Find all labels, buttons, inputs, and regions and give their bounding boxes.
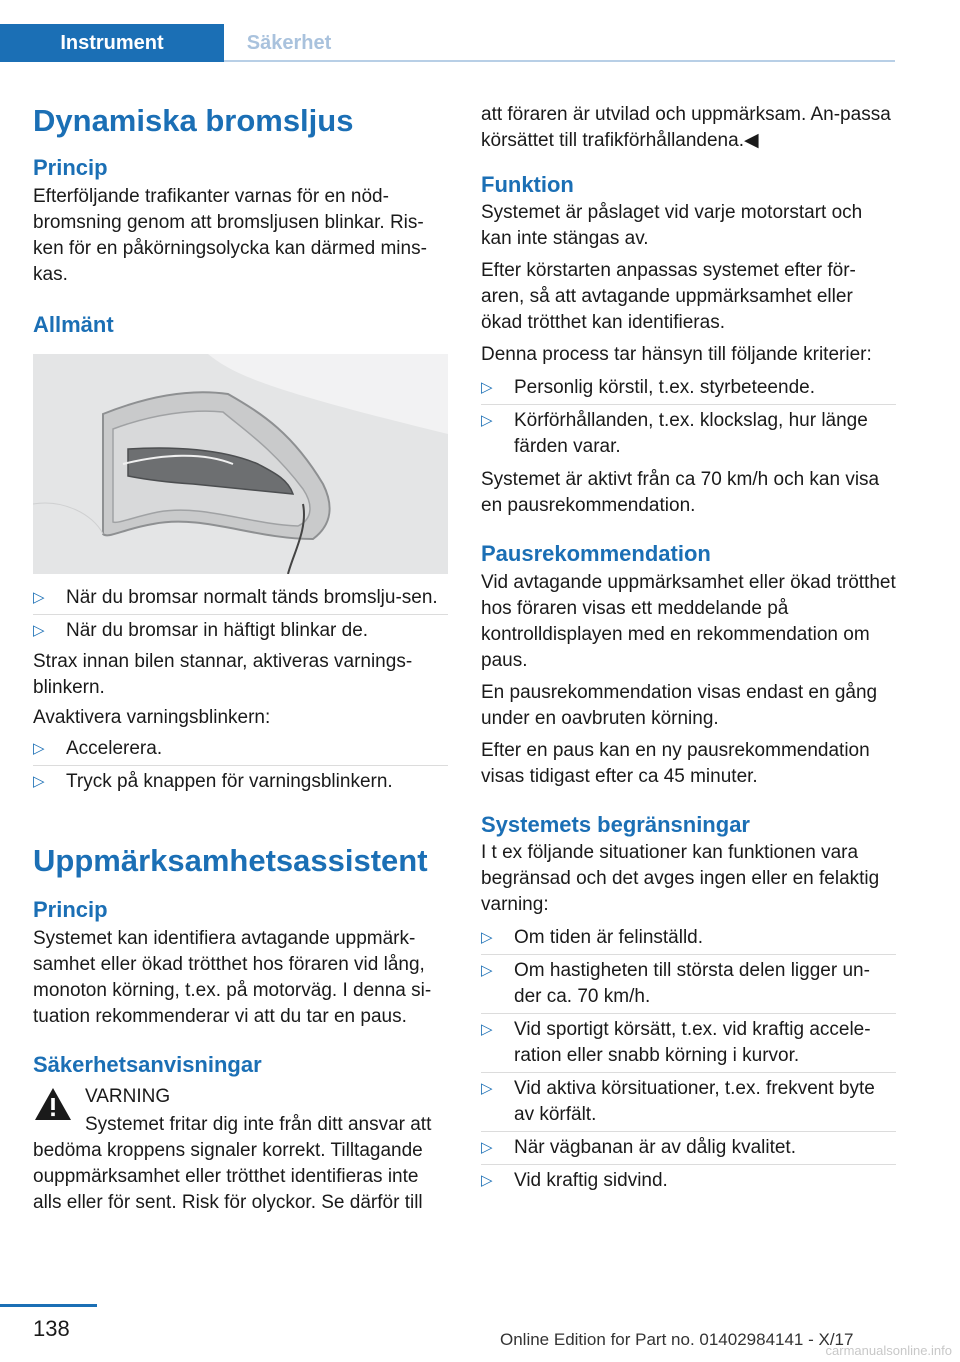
text-funktion-1: Systemet är påslaget vid varje motorstart och kan inte stängas av.	[481, 202, 863, 250]
list-item	[33, 614, 448, 647]
edition-text: Online Edition for Part no. 01402984141 - X/17	[500, 1330, 854, 1349]
deactivate-list	[33, 733, 448, 798]
text-strax: Strax innan bilen stannar, aktiveras varnings-blinkern.	[33, 650, 413, 698]
page-number: 138	[33, 1316, 70, 1341]
tab-instrument[interactable]	[0, 24, 224, 62]
text-continuation: att föraren är utvilad och uppmärksam. An-passa körsättet till trafikförhållandena.◀	[481, 104, 891, 151]
criteria-list	[481, 372, 896, 463]
footer-accent-line	[0, 1304, 97, 1307]
list-item-text: Vid aktiva körsituationer, t.ex. frekvent byte av körfält.	[514, 1078, 875, 1126]
heading-pause-recommendation: Pausrekommendation	[481, 541, 711, 567]
triangle-bullet-icon: ▷	[481, 1021, 493, 1039]
triangle-bullet-icon: ▷	[33, 621, 45, 639]
list-item	[481, 1131, 896, 1164]
triangle-bullet-icon: ▷	[481, 929, 493, 947]
tab-divider-line	[224, 60, 895, 62]
triangle-bullet-icon: ▷	[481, 962, 493, 980]
text-princip: Efterföljande trafikanter varnas för en nöd-bromsning genom att bromsljusen blinkar. Ris-ken för en påkörningsolycka kan därmed mins-kas.	[33, 185, 427, 285]
list-item-text: Om tiden är felinställd.	[514, 927, 704, 949]
warning-text: Systemet fritar dig inte från ditt ansvar att bedöma kroppens signaler korrekt. Tilltagande ouppmärksamhet eller trötthet identifieras inte alls eller för sent. Risk för olyckor. Se därför till	[33, 1113, 432, 1213]
list-item	[481, 404, 896, 463]
list-item	[481, 1164, 896, 1197]
header-tabs	[0, 24, 895, 62]
list-item-text: Vid kraftig sidvind.	[514, 1170, 668, 1192]
triangle-bullet-icon: ▷	[481, 1139, 493, 1157]
list-item-text: Tryck på knappen för varningsblinkern.	[66, 770, 393, 792]
heading-attention-assistant: Uppmärksamhetsassistent	[33, 842, 428, 878]
tab-sakerhet-label: Säkerhet	[246, 31, 332, 54]
warning-triangle-icon	[33, 1086, 73, 1122]
heading-allmant: Allmänt	[33, 311, 114, 337]
triangle-bullet-icon: ▷	[481, 379, 493, 397]
list-item	[481, 922, 896, 954]
left-column	[33, 92, 448, 1216]
text-paus-2: En pausrekommendation visas endast en gång under en oavbruten körning.	[481, 681, 878, 729]
text-funktion-2: Efter körstarten anpassas systemet efter för-aren, så att avtagande uppmärksamhet eller ökad trötthet kan identifieras.	[481, 260, 856, 334]
text-paus-1: Vid avtagande uppmärksamhet eller ökad trötthet hos föraren visas ett meddelande på kontrolldisplayen med en rekommendation om paus.	[481, 571, 896, 671]
text-funktion-3: Denna process tar hänsyn till följande kriterier:	[481, 344, 872, 366]
triangle-bullet-icon: ▷	[33, 588, 45, 606]
tail-light-image	[33, 354, 448, 574]
list-item-text: Personlig körstil, t.ex. styrbeteende.	[514, 377, 815, 399]
list-item	[481, 954, 896, 1013]
list-item-text: Accelerera.	[66, 737, 163, 759]
heading-funktion: Funktion	[481, 172, 574, 197]
tab-sakerhet[interactable]	[224, 24, 354, 62]
text-limits-intro: I t ex följande situationer kan funktionen vara begränsad och det avges ingen eller en felaktig varning:	[481, 842, 880, 916]
heading-system-limits: Systemets begränsningar	[481, 811, 750, 837]
triangle-bullet-icon: ▷	[481, 1172, 493, 1190]
text-princip-2: Systemet kan identifiera avtagande uppmärk-samhet eller ökad trötthet hos föraren vid lång, monoton körning, t.ex. på motorväg. I denna si-tuation rekommenderar vi att du tar en paus.	[33, 927, 432, 1027]
tail-light-illustration	[33, 354, 448, 574]
list-item-text: När vägbanan är av dålig kvalitet.	[514, 1137, 796, 1159]
heading-safety-notes: Säkerhetsanvisningar	[33, 1051, 262, 1077]
heading-dynamic-brake-lights: Dynamiska bromsljus	[33, 103, 354, 138]
list-item	[481, 1013, 896, 1072]
list-item-text: Körförhållanden, t.ex. klockslag, hur länge färden varar.	[514, 410, 868, 458]
text-funktion-4: Systemet är aktivt från ca 70 km/h och kan visa en pausrekommendation.	[481, 469, 880, 517]
triangle-bullet-icon: ▷	[481, 1080, 493, 1098]
text-paus-3: Efter en paus kan en ny pausrekommendation visas tidigast efter ca 45 minuter.	[481, 739, 870, 787]
heading-princip-2: Princip	[33, 897, 108, 923]
warning-title: VARNING	[85, 1085, 171, 1107]
triangle-bullet-icon: ▷	[481, 412, 493, 430]
triangle-bullet-icon: ▷	[33, 739, 45, 757]
watermark: carmanualsonline.info	[825, 1343, 952, 1358]
list-item	[481, 1072, 896, 1131]
list-item	[481, 372, 896, 404]
tab-instrument-label: Instrument	[60, 31, 164, 54]
list-item	[33, 765, 448, 798]
list-item-text: Vid sportigt körsätt, t.ex. vid kraftig accele-ration eller snabb körning i kurvor.	[514, 1019, 871, 1067]
brake-light-list	[33, 582, 448, 647]
warning-block	[33, 1084, 448, 1216]
list-item-text: När du bromsar normalt tänds bromslju-sen.	[66, 586, 438, 608]
list-item-text: Om hastigheten till största delen ligger un-der ca. 70 km/h.	[514, 960, 870, 1008]
text-avaktivera: Avaktivera varningsblinkern:	[33, 706, 271, 728]
right-column	[481, 102, 896, 1197]
heading-princip: Princip	[33, 155, 108, 181]
limits-list	[481, 922, 896, 1197]
list-item	[33, 733, 448, 765]
list-item-text: När du bromsar in häftigt blinkar de.	[66, 619, 369, 641]
triangle-bullet-icon: ▷	[33, 772, 45, 790]
list-item	[33, 582, 448, 614]
